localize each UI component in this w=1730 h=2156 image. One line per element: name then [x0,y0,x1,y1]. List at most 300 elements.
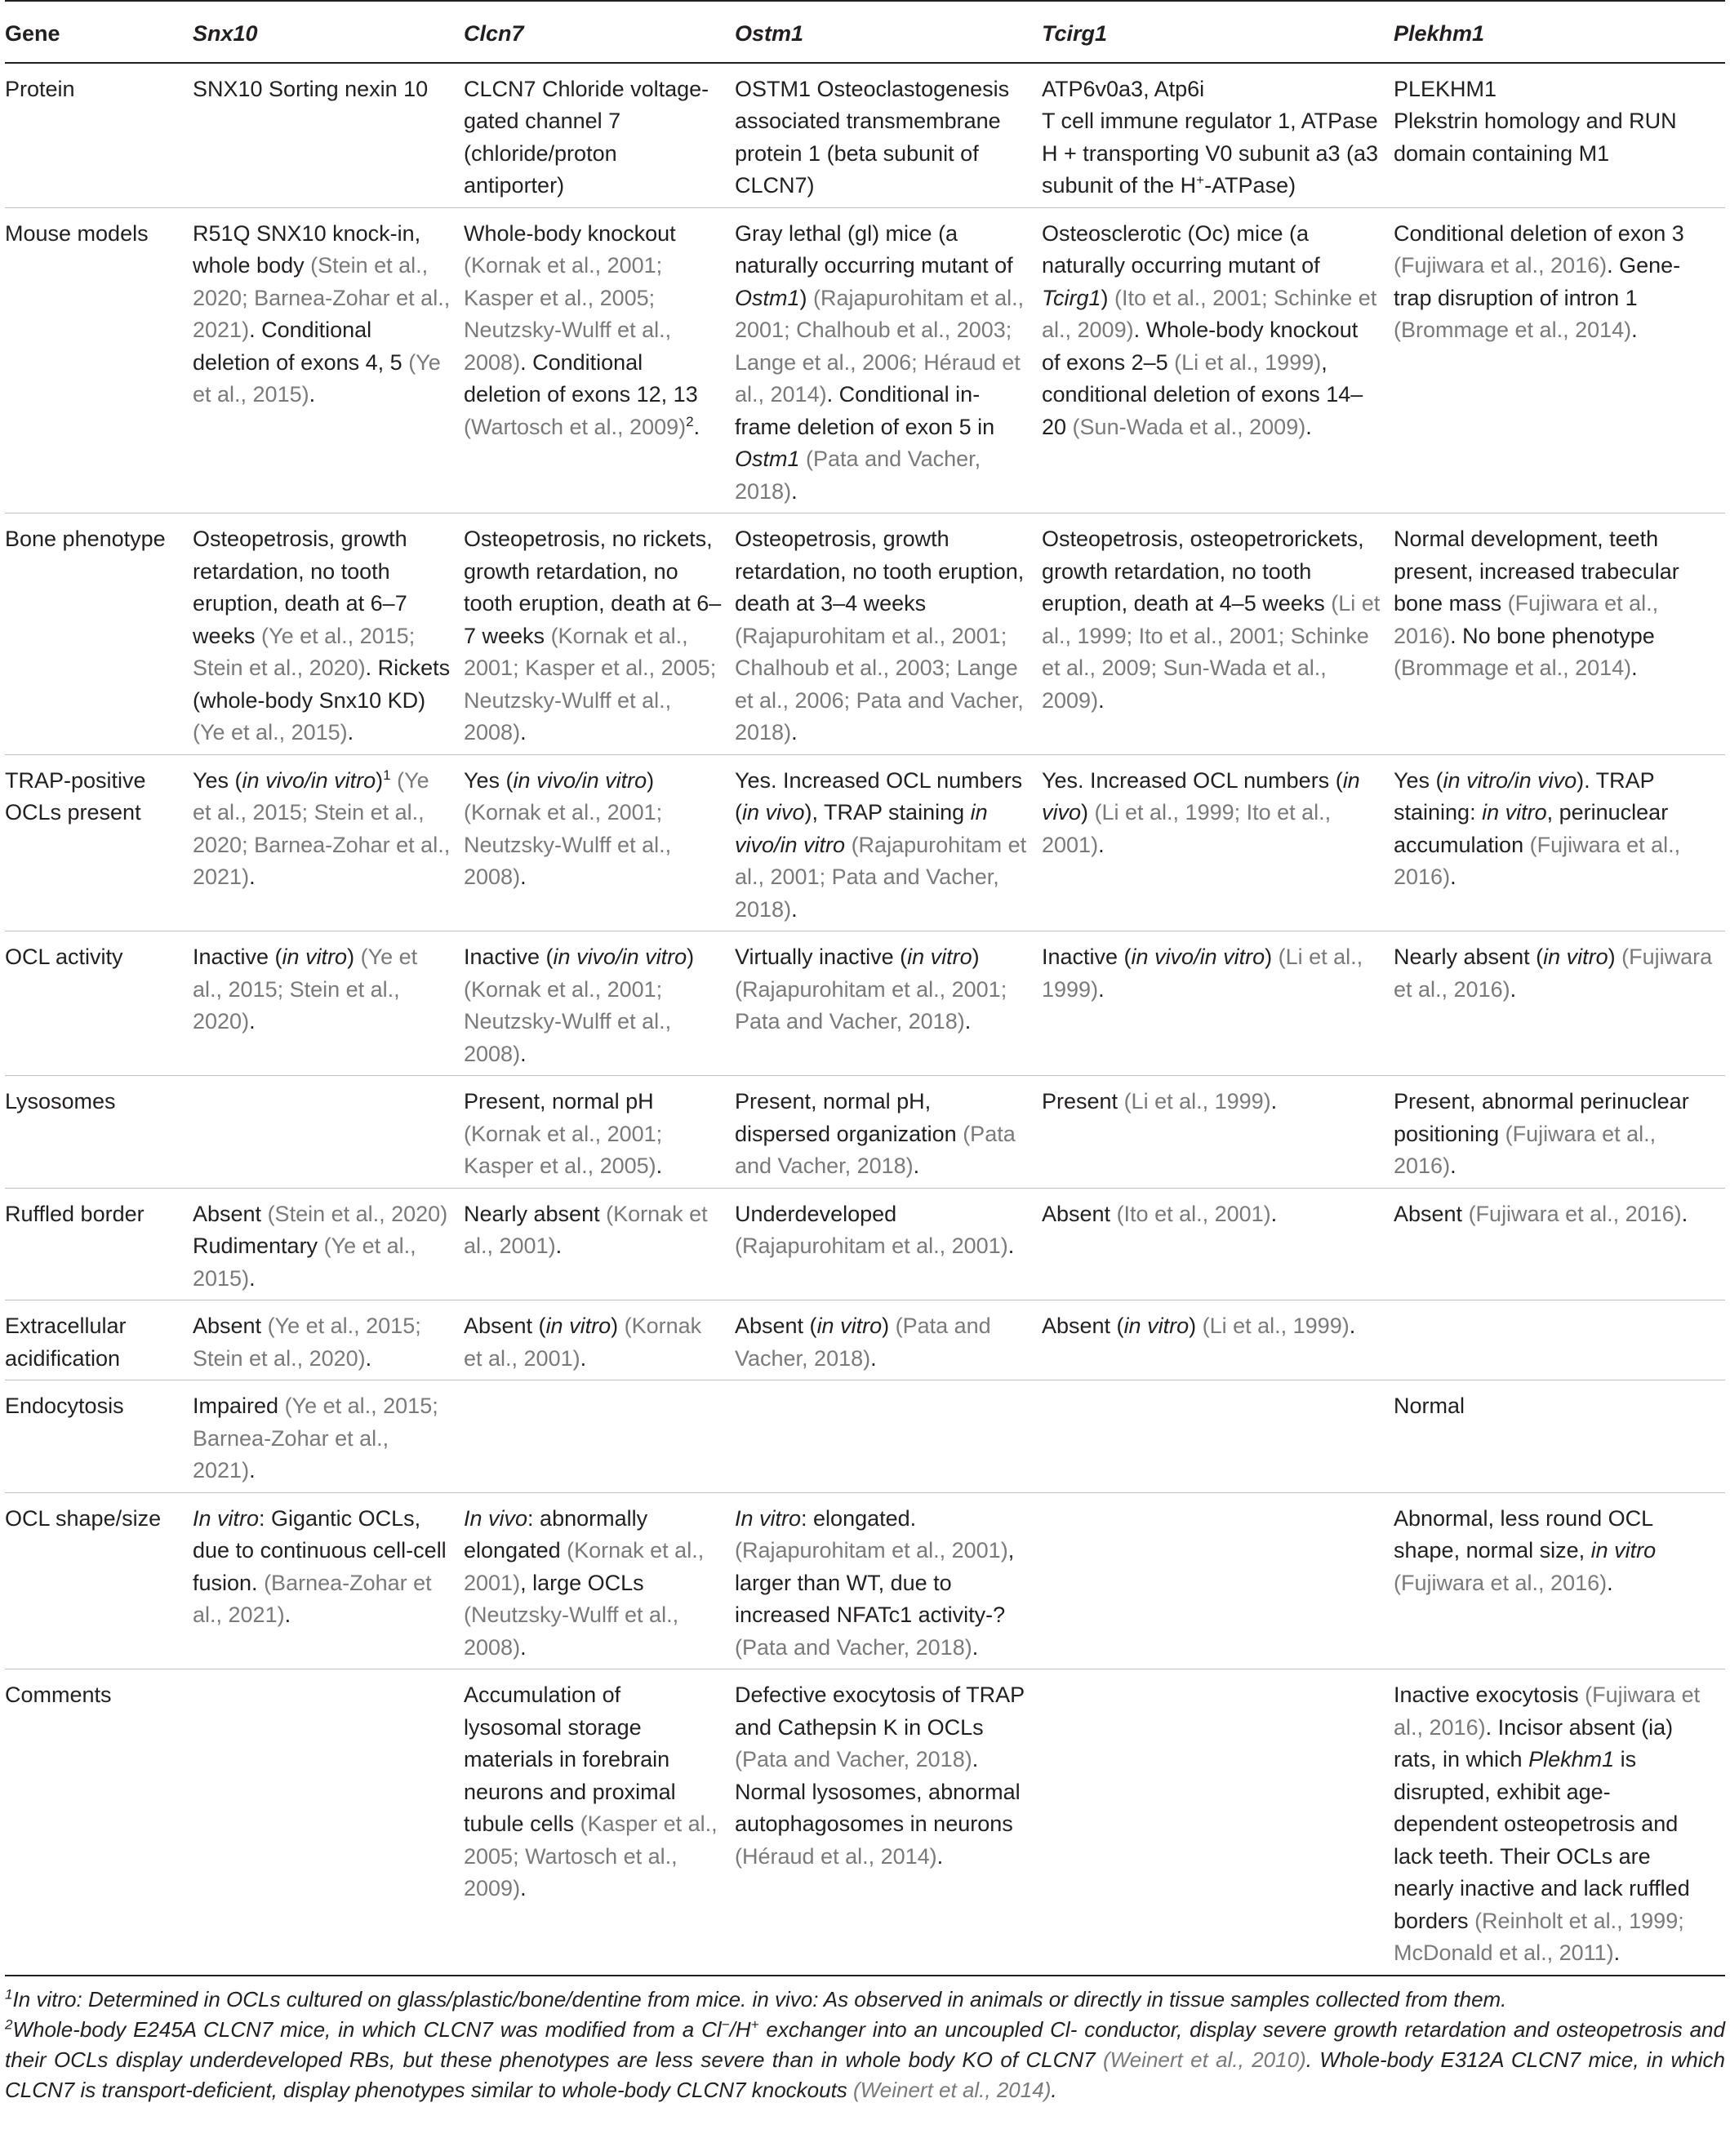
row-label: Mouse models [5,220,149,246]
cell-text: , large OCLs [520,1570,644,1595]
italic-text: Plekhm1 [1528,1747,1615,1771]
cell-text: . [1510,976,1517,1002]
cell-text: , perinuclear accumulation [1394,800,1669,857]
cell-text: : elongated. [801,1505,917,1531]
superscript: + [750,2016,759,2032]
cell-tcirg1 [1042,1492,1394,1669]
cell-text: . [1098,832,1105,857]
cell-text: Plekstrin homology and RUN domain containing M1 [1394,109,1677,166]
cell-snx10 [193,207,464,513]
cell-text: . [520,1041,527,1066]
cell-text: . Incisor absent (ia) rats, in which [1394,1714,1674,1771]
cell-text: . No bone phenotype [1450,623,1655,648]
cell-text: Nearly absent ( [1394,945,1544,969]
cell-text: . [1349,1314,1356,1338]
reference-link[interactable]: (Ito et al., 2001) [1116,1201,1271,1226]
cell-text: PLEKHM1 [1394,76,1497,101]
reference-link[interactable]: (Kornak et al., 2001; Neutzsky-Wulff et al., 2008) [464,800,672,889]
cell-text: ) [1101,285,1115,310]
cell-plekhm1 [1394,513,1725,755]
reference-link[interactable]: (Fujiwara et al., 2016) [1394,832,1681,889]
cell-text: ) [1189,1314,1203,1338]
cell-ostm1: OSTM1 Osteoclastogenesis associated transmembrane protein 1 (beta subunit of CLCN7) [735,76,1010,198]
reference-link[interactable]: (Li et al., 1999) [1123,1089,1271,1114]
row-comments [5,1669,1725,1976]
italic-text: in vitro [1543,945,1608,969]
cell-ostm1 [735,1188,1042,1300]
italic-text: Ostm1 [735,447,800,471]
cell-text: ) [647,767,655,793]
reference-link[interactable]: (Brommage et al., 2014) [1394,656,1632,680]
cell-text: . [1631,318,1638,342]
cell-text: . [1007,1234,1015,1258]
cell-plekhm1 [1394,1492,1725,1669]
row-label: Comments [5,1683,112,1707]
reference-link[interactable]: (Li et al., 1999; Ito et al., 2001) [1042,800,1332,857]
cell-text: ATP6v0a3, Atp6i [1042,76,1205,101]
cell-text: ) [347,945,361,969]
reference-link[interactable]: (Kornak et al., 2001; Kasper et al., 2005) [464,1121,663,1178]
row-label: Endocytosis [5,1394,124,1418]
cell-text: . [309,382,316,407]
cell-clcn7 [464,1380,735,1493]
cell-text: . [656,1154,663,1178]
cell-text: Osteosclerotic (Oc) mice (a naturally occurring mutant of [1042,220,1320,278]
italic-text: in vitro [816,1314,883,1338]
row-label: Extracellular acidification [5,1314,127,1371]
italic-text: in vivo/in vitro [242,767,376,793]
reference-link[interactable]: (Brommage et al., 2014) [1394,318,1632,342]
reference-link[interactable]: (Ye et al., 2015) [193,1234,416,1291]
footnote-text: exchanger into an uncoupled Cl- conductor, display severe growth retardation and osteopetrosis and their OCLs display underdeveloped RBs, but these phenotypes are less severe than in whole body KO of CLCN7 [5,2016,1725,2072]
row-label: Lysosomes [5,1089,116,1114]
cell-clcn7 [464,513,735,755]
italic-text: in vivo/in vitro [513,767,647,793]
cell-text: ) [1608,945,1622,969]
cell-plekhm1 [1394,63,1725,208]
header-clcn7: Clcn7 [464,21,524,46]
reference-link[interactable]: (Fujiwara et al., 2016) [1394,253,1608,278]
cell-plekhm1 [1394,207,1725,513]
cell-text: . [1681,1201,1688,1226]
table-header-row [5,1,1725,63]
cell-text: : abnormally elongated [464,1505,648,1563]
cell-text: Inactive ( [1042,945,1132,969]
cell-tcirg1 [1042,513,1394,755]
cell-clcn7 [464,754,735,931]
cell-text: . [520,1876,527,1900]
cell-text: . [365,1345,372,1371]
italic-text: in vitro [907,945,972,969]
cell-text: . [693,414,700,439]
reference-link[interactable]: (Stein et al., 2020; Barnea-Zohar et al., 2021) [193,253,451,342]
cell-text: : Gigantic OCLs, due to continuous cell-cell fusion. [193,1505,447,1595]
header-ostm1: Ostm1 [735,21,804,46]
reference-link[interactable]: (Kornak et al., 2001) [464,1201,708,1258]
italic-text: Ostm1 [735,285,800,310]
cell-text: Rudimentary [193,1234,324,1258]
reference-link[interactable]: (Kornak et al., 2001) [464,1538,705,1595]
cell-clcn7 [464,931,735,1076]
reference-link[interactable]: (Ye et al., 2015; Stein et al., 2020; Barnea-Zohar et al., 2021) [193,767,451,889]
cell-text: . Rickets (whole-body Snx10 KD) [193,656,451,713]
cell-clcn7 [464,207,735,513]
reference-link[interactable]: (Fujiwara et al., 2016) [1394,1570,1608,1595]
footnote-marker: 1 [383,767,391,783]
cell-text: . [1607,1570,1613,1595]
cell-text: Accumulation of lysosomal storage materials in forebrain neurons and proximal tubule cells [464,1683,676,1836]
cell-text: . [1631,656,1638,680]
footnote-text: . [1051,2077,1057,2102]
reference-link[interactable]: (Rajapurohitam et al., 2001; Chalhoub et al., 2003; Lange et al., 2006; Pata and Vacher, 2018) [735,623,1024,745]
cell-clcn7 [464,1669,735,1976]
reference-link[interactable]: (Li et al., 1999) [1202,1314,1350,1338]
cell-text: Yes. Increased OCL numbers ( [735,767,1023,825]
cell-tcirg1 [1042,1380,1394,1493]
cell-snx10 [193,1669,464,1976]
cell-text: Absent [193,1201,268,1226]
cell-ostm1 [735,754,1042,931]
cell-text: . [870,1345,877,1371]
cell-text: . [520,865,527,889]
reference-link[interactable]: (Rajapurohitam et al., 2001) [735,1234,1008,1258]
reference-link[interactable]: (Kornak et al., 2001; Kasper et al., 2005; Neutzsky-Wulff et al., 2008) [464,623,717,745]
reference-link[interactable]: (Fujiwara et al., 2016) [1468,1201,1682,1226]
reference-link[interactable]: (Pata and Vacher, 2018) [735,1314,991,1371]
reference-link[interactable]: (Weinert et al., 2010) [1102,2047,1306,2072]
row-trap-positive [5,754,1725,931]
cell-text: . [520,720,527,745]
cell-text: Conditional deletion of exon 3 [1394,220,1684,246]
cell-text: . [791,896,798,922]
reference-link[interactable]: (Kornak et al., 2001; Neutzsky-Wulff et al., 2008) [464,976,672,1066]
cell-text: ). TRAP staining: [1394,767,1655,825]
cell-text: . [249,1458,256,1483]
gene-comparison-table [5,0,1725,1976]
italic-text: in vivo/in vitro [735,800,988,857]
reference-link[interactable]: (Sun-Wada et al., 2009) [1072,414,1306,439]
cell-text: ), TRAP staining [804,800,971,825]
reference-link[interactable]: (Rajapurohitam et al., 2001) [735,1538,1008,1563]
italic-text: in vivo/in vitro [1131,945,1265,969]
cell-text: ) [972,945,980,969]
cell-text: . [284,1603,291,1627]
reference-link[interactable]: (Fujiwara et al., 2016) [1394,945,1713,1002]
reference-link[interactable]: (Weinert et al., 2014) [853,2077,1052,2102]
italic-text: in vitro [1482,800,1547,825]
cell-snx10 [193,754,464,931]
reference-link[interactable]: (Pata and Vacher, 2018) [735,1747,972,1771]
reference-link[interactable]: (Ye et al., 2015; Stein et al., 2020) [193,945,418,1034]
row-lysosomes [5,1076,1725,1189]
italic-text: Tcirg1 [1042,285,1101,310]
cell-clcn7 [464,1300,735,1380]
cell-text: Virtually inactive ( [735,945,908,969]
cell-snx10 [193,513,464,755]
italic-text: in vitro [1590,1538,1657,1563]
cell-text: . Conditional deletion of exons 4, 5 [193,318,409,375]
cell-text: . [936,1843,944,1869]
cell-text: Yes ( [193,767,242,793]
cell-text: . Normal lysosomes, abnormal autophagosomes in neurons [735,1747,1021,1836]
cell-text: . [964,1009,972,1034]
cell-text: . [1305,414,1312,439]
table-footnotes [5,1976,1725,2105]
superscript: + [1196,172,1205,188]
cell-text: . [1450,865,1456,889]
cell-text: , conditional deletion of exons 14–20 [1042,349,1363,439]
reference-link[interactable]: (Rajapurohitam et al., 2001; Pata and Vacher, 2018) [735,976,1007,1034]
cell-tcirg1 [1042,754,1394,931]
footnote-marker: 2 [686,413,694,429]
cell-text: Inactive ( [193,945,282,969]
reference-link[interactable]: (Wartosch et al., 2009) [464,414,687,439]
cell-text [800,447,807,471]
cell-clcn7: CLCN7 Chloride voltage-gated channel 7 (chloride/proton antiporter) [464,76,709,198]
cell-tcirg1 [1042,207,1394,513]
cell-clcn7 [464,1492,735,1669]
footnote-marker: 2 [5,2016,13,2032]
cell-ostm1 [735,1300,1042,1380]
cell-ostm1 [735,1380,1042,1493]
cell-ostm1 [735,1076,1042,1189]
cell-text: Gray lethal (gl) mice (a naturally occurring mutant of [735,220,1013,278]
cell-text: , larger than WT, due to increased NFATc1 activity-? [735,1538,1015,1627]
cell-text: Absent ( [1042,1314,1124,1338]
cell-snx10 [193,931,464,1076]
cell-text: . Whole-body knockout of exons 2–5 [1042,318,1359,375]
footnote-text: /H [729,2016,751,2042]
cell-text: Absent [1394,1201,1469,1226]
reference-link[interactable]: (Héraud et al., 2014) [735,1843,937,1869]
cell-text: Osteopetrosis, growth retardation, no tooth eruption, death at 6–7 weeks [193,527,407,648]
reference-link[interactable]: (Pata and Vacher, 2018) [735,1121,1016,1178]
row-label: OCL shape/size [5,1505,162,1531]
cell-text: ) [611,1314,625,1338]
reference-link[interactable]: (Neutzsky-Wulff et al., 2008) [464,1603,679,1660]
row-label: Ruffled border [5,1201,145,1226]
cell-plekhm1 [1394,931,1725,1076]
reference-link[interactable]: (Ye et al., 2015; Stein et al., 2020) [193,1314,421,1371]
cell-text: Present, normal pH, dispersed organization [735,1089,963,1146]
header-snx10: Snx10 [193,21,258,46]
footnote-2 [5,2015,1725,2105]
row-label: Protein [5,76,75,101]
cell-tcirg1 [1042,1076,1394,1189]
reference-link[interactable]: (Kornak et al., 2001) [464,1314,702,1371]
cell-text: Absent ( [735,1314,817,1338]
italic-text: In vitro [193,1505,260,1531]
italic-text: in vivo/in vitro [553,945,687,969]
reference-link[interactable]: (Rajapurohitam et al., 2001; Chalhoub et al., 2003; Lange et al., 2006; Héraud et al., 2014) [735,285,1025,407]
cell-text: . [520,1634,527,1660]
row-label: TRAP-positive OCLs present [5,767,146,825]
row-endocytosis [5,1380,1725,1493]
row-extracellular-acidification [5,1300,1725,1380]
reference-link[interactable]: (Barnea-Zohar et al., 2021) [193,1570,432,1627]
cell-text: Osteopetrosis, osteopetrorickets, growth retardation, no tooth eruption, death at 4–5 weeks [1042,527,1364,616]
cell-text: Normal development, teeth present, increased trabecular bone mass [1394,527,1679,616]
reference-link[interactable]: (Kornak et al., 2001; Kasper et al., 2005; Neutzsky-Wulff et al., 2008) [464,253,672,375]
footnote-text: Whole-body E245A CLCN7 mice, in which CLCN7 was modified from a Cl [12,2016,722,2042]
reference-link[interactable]: (Kasper et al., 2005; Wartosch et al., 2009) [464,1811,718,1900]
reference-link[interactable]: (Li et al., 1999; Ito et al., 2001; Schinke et al., 2009; Sun-Wada et al., 2009) [1042,591,1381,713]
row-protein [5,63,1725,208]
cell-text: . [972,1634,979,1660]
italic-text: In vivo [464,1505,528,1531]
cell-text: . [347,720,354,745]
cell-tcirg1 [1042,63,1394,208]
superscript: − [721,2016,730,2032]
cell-text [391,768,398,793]
cell-text: ) [1265,945,1279,969]
reference-link[interactable]: (Ye et al., 2015) [193,720,348,745]
header-gene: Gene [5,21,60,46]
reference-link[interactable]: (Li et al., 1999) [1042,945,1363,1002]
row-label: Bone phenotype [5,527,166,551]
cell-text: . [555,1234,563,1258]
cell-snx10: SNX10 Sorting nexin 10 [193,76,429,101]
reference-link[interactable]: (Ye et al., 2015; Barnea-Zohar et al., 2021) [193,1394,438,1483]
row-mouse-models [5,207,1725,513]
italic-text: in vivo [1042,767,1360,825]
header-plekhm1: Plekhm1 [1394,21,1485,46]
cell-text: Present, abnormal perinuclear positioning [1394,1089,1689,1146]
row-label: OCL activity [5,945,123,969]
cell-ostm1 [735,207,1042,513]
cell-text: . [1450,1154,1456,1178]
cell-text: . Conditional in-frame deletion of exon 5 in [735,382,995,439]
cell-text: Absent ( [464,1314,546,1338]
italic-text: in vivo [742,800,805,825]
cell-text: . [913,1154,920,1178]
cell-text: Impaired [193,1394,285,1418]
italic-text: In vitro [735,1505,802,1531]
row-bone-phenotype [5,513,1725,755]
cell-text: Normal [1394,1394,1465,1418]
reference-link[interactable]: (Pata and Vacher, 2018) [735,447,981,504]
cell-text: . [1270,1089,1278,1114]
cell-ostm1 [735,1492,1042,1669]
cell-snx10 [193,1188,464,1300]
italic-text: in vitro [282,945,348,969]
cell-plekhm1 [1394,754,1725,931]
row-ocl-shape-size [5,1492,1725,1669]
cell-plekhm1 [1394,1188,1725,1300]
cell-tcirg1 [1042,931,1394,1076]
cell-text: . Conditional deletion of exons 12, 13 [464,349,698,407]
italic-text: in vitro/in vivo [1443,767,1577,793]
cell-ostm1 [735,513,1042,755]
cell-snx10 [193,1380,464,1493]
cell-text: . [1098,976,1105,1002]
reference-link[interactable]: (Rajapurohitam et al., 2001; Pata and Vacher, 2018) [735,832,1027,922]
reference-link[interactable]: (Ye et al., 2015; Stein et al., 2020) [193,623,416,680]
footnote-marker: 1 [5,1985,13,2002]
cell-text: . [249,1265,256,1291]
cell-text: . Gene-trap disruption of intron 1 [1394,253,1681,310]
cell-ostm1 [735,1669,1042,1976]
cell-text: Absent [1042,1201,1117,1226]
footnote-text: In vitro: Determined in OCLs cultured on glass/plastic/bone/dentine from mice. in vivo: As observed in animals or directly in tissue samples collected from them. [12,1986,1507,2012]
cell-snx10 [193,1492,464,1669]
cell-text: Inactive exocytosis [1394,1683,1585,1707]
cell-tcirg1 [1042,1188,1394,1300]
cell-text: ) [799,285,814,310]
cell-text: Present [1042,1089,1124,1114]
cell-clcn7 [464,1076,735,1189]
footnote-1 [5,1985,1725,2015]
cell-text: ) [687,945,695,969]
cell-text: Underdeveloped [735,1201,897,1226]
cell-text: T cell immune regulator 1, ATPase H + transporting V0 subunit a3 (a3 subunit of the H [1042,109,1379,198]
cell-text: . [1098,687,1105,713]
cell-text: . [1613,1940,1621,1965]
cell-text: Yes ( [464,767,514,793]
cell-text: . [791,478,798,504]
cell-text: . [249,865,256,889]
cell-text: . [1270,1201,1278,1226]
cell-clcn7 [464,1188,735,1300]
cell-text: Defective exocytosis of TRAP and Cathepsin K in OCLs [735,1683,1025,1740]
cell-text: . [249,1009,256,1034]
cell-text: Osteopetrosis, no rickets, growth retardation, no tooth eruption, death at 6–7 weeks [464,527,722,648]
cell-text: Abnormal, less round OCL shape, normal size, [1394,1505,1653,1563]
reference-link[interactable]: (Fujiwara et al., 2016) [1394,591,1659,648]
cell-text: Yes. Increased OCL numbers ( [1042,767,1343,793]
cell-tcirg1 [1042,1300,1394,1380]
cell-text: . [791,720,798,745]
cell-plekhm1 [1394,1380,1725,1493]
header-tcirg1: Tcirg1 [1042,21,1108,46]
cell-text: Osteopetrosis, growth retardation, no tooth eruption, death at 3–4 weeks [735,527,1025,616]
cell-text: Present, normal pH [464,1089,654,1114]
cell-text: ) [376,767,384,793]
cell-plekhm1 [1394,1076,1725,1189]
cell-text: R51Q SNX10 knock-in, whole body [193,220,421,278]
reference-link[interactable]: (Stein et al., 2020) [267,1201,448,1226]
cell-text: Inactive ( [464,945,554,969]
cell-ostm1 [735,931,1042,1076]
cell-snx10 [193,1300,464,1380]
cell-snx10 [193,1076,464,1189]
cell-text: ) [1081,800,1095,825]
cell-plekhm1 [1394,1669,1725,1976]
cell-text: Nearly absent [464,1201,607,1226]
reference-link[interactable]: (Pata and Vacher, 2018) [735,1634,972,1660]
reference-link[interactable]: (Fujiwara et al., 2016) [1394,1121,1657,1178]
cell-text: Absent [193,1314,268,1338]
reference-link[interactable]: (Reinholt et al., 1999; McDonald et al., 2011) [1394,1908,1684,1965]
cell-tcirg1 [1042,1669,1394,1976]
row-ocl-activity [5,931,1725,1076]
reference-link[interactable]: (Ye et al., 2015) [193,349,441,407]
cell-text: -ATPase) [1204,173,1296,198]
italic-text: in vitro [545,1314,612,1338]
cell-text [845,833,852,857]
row-ruffled-border [5,1188,1725,1300]
cell-plekhm1 [1394,1300,1725,1380]
reference-link[interactable]: (Ito et al., 2001; Schinke et al., 2009) [1042,285,1377,342]
footnote-text: . Whole-body E312A CLCN7 mice, in which CLCN7 is transport-deficient, display phenotypes similar to whole-body CLCN7 knockouts [5,2047,1725,2102]
cell-text: Whole-body knockout [464,220,676,246]
cell-text: ) [882,1314,896,1338]
reference-link[interactable]: (Fujiwara et al., 2016) [1394,1683,1701,1740]
cell-text: is disrupted, exhibit age-dependent osteopetrosis and lack teeth. Their OCLs are nearly inactive and lack ruffled borders [1394,1747,1690,1933]
italic-text: in vitro [1123,1314,1190,1338]
cell-text: . [580,1345,587,1371]
reference-link[interactable]: (Li et al., 1999) [1174,349,1322,375]
